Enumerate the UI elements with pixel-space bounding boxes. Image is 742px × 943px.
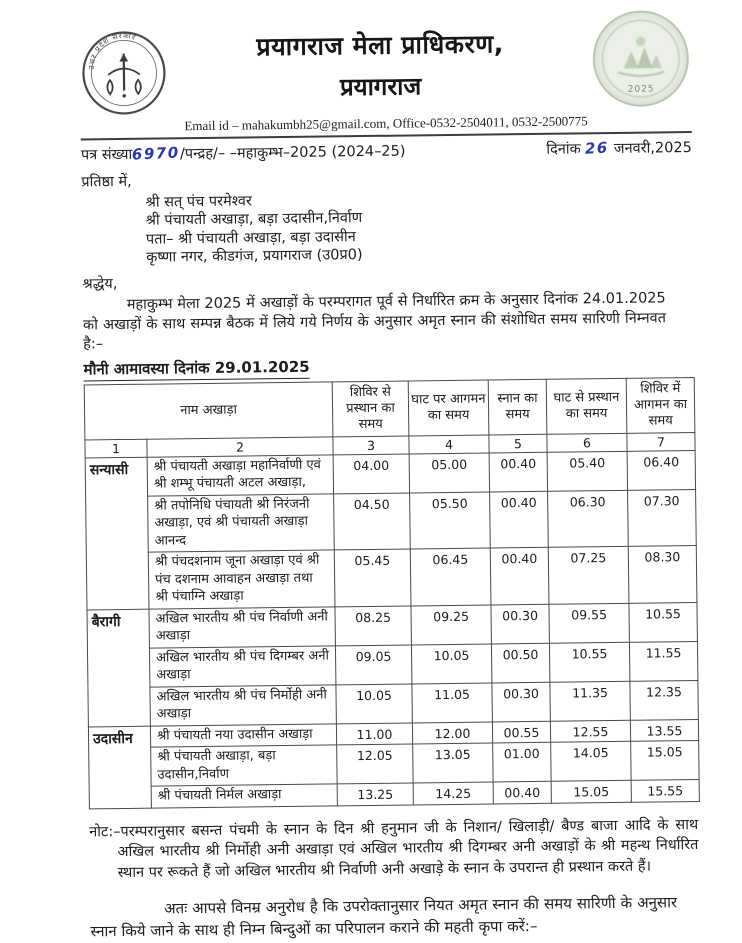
time-value: 15.05 [631, 740, 699, 780]
time-value: 13.25 [337, 783, 413, 805]
time-value: 00.40 [490, 491, 549, 548]
time-value: 00.40 [493, 781, 551, 803]
time-value: 09.55 [549, 603, 629, 643]
time-value: 12.00 [412, 721, 492, 743]
time-value: 05.40 [547, 451, 627, 491]
recipient-block [81, 166, 693, 293]
akhara-name: अखिल भारतीय श्री पंच दिगम्बर अनी अखाड़ा [149, 645, 335, 686]
group-label: सन्यासी [85, 457, 149, 610]
date-handwritten: 26 [585, 139, 610, 158]
time-value: 00.40 [489, 452, 547, 492]
date-rest: जनवरी,2025 [614, 140, 692, 157]
time-value: 11.55 [629, 641, 697, 681]
column-number: 2 [147, 436, 333, 456]
contact-line: Email id – mahakumbh25@gmail.com, Office-0532-2504011, 0532-2500775 [80, 112, 691, 140]
recipient-heading: प्रतिष्ठा में, [81, 166, 692, 192]
column-number: 4 [409, 435, 489, 454]
time-value: 06.30 [548, 490, 629, 547]
akhara-name: श्री तपोनिधि पंचायती श्री निरंजनी अखाड़ा, एवं श्री पंचायती अखाड़ा आनन्द [148, 493, 335, 552]
org-name-line1: प्रयागराज मेला प्राधिकरण, [167, 25, 592, 64]
letter-number-label: पत्र संख्या [81, 147, 133, 164]
column-header-arrive-ghat: घाट पर आगमन का समय [408, 380, 489, 436]
time-value: 07.25 [548, 546, 629, 603]
time-value: 15.05 [551, 780, 631, 802]
table-row [86, 545, 697, 609]
time-value: 12.05 [337, 744, 413, 784]
column-header-arrive-camp: शिविर में आगमन का समय [626, 377, 695, 433]
time-value: 14.05 [551, 741, 631, 781]
column-number: 1 [85, 439, 147, 458]
column-header-depart-camp: शिविर से प्रस्थान का समय [332, 381, 409, 437]
akhara-name: श्री पंचायती निर्मल अखाड़ा [151, 784, 337, 808]
snan-schedule-table [84, 377, 700, 809]
akhara-name: श्री पंचायती नया उदासीन अखाड़ा [150, 723, 336, 747]
time-value: 09.25 [411, 605, 491, 645]
column-header-depart-ghat: घाट से प्रस्थान का समय [546, 378, 627, 434]
time-value: 08.25 [335, 605, 411, 645]
time-value: 05.50 [410, 492, 491, 549]
column-number: 6 [547, 433, 627, 452]
time-value: 05.45 [334, 549, 411, 606]
time-value: 07.30 [628, 489, 697, 546]
akhara-name: अखिल भारतीय श्री पंच निर्वाणी अनी अखाड़ा [149, 606, 335, 647]
time-value: 06.45 [410, 548, 491, 605]
time-value: 00.30 [491, 604, 549, 644]
time-value: 01.00 [493, 742, 551, 782]
column-header-snan-time: स्नान का समय [488, 379, 547, 435]
recipient-line: पता– श्री पंचायती अखाड़ा, बड़ा उदासीन [146, 224, 693, 249]
akhara-name: अखिल भारतीय श्री पंच निर्मोही अनी अखाड़ा [150, 684, 336, 725]
time-value: 00.50 [491, 643, 549, 683]
org-title-block [167, 9, 593, 105]
time-value: 08.30 [628, 545, 697, 602]
akhara-name: श्री पंचदशनाम जूना अखाड़ा एवं श्री पंच दशनाम आवाहन अखाड़ा तथा श्री पंचाग्नि अखाड़ा [148, 550, 335, 609]
closing-paragraph: अतः आपसे विनम्र अनुरोध है कि उपरोक्तानुसार नियत अमृत स्नान की समय सारिणी के अनुसार स्नान किये जाने के साथ ही निम्न बिन्दुओं का परिपालन कराने की महती कृपा करें:– [90, 891, 701, 942]
group-label: उदासीन [88, 726, 151, 809]
schedule-table-body [85, 450, 699, 808]
time-value: 12.55 [550, 720, 630, 742]
time-value: 00.40 [490, 547, 549, 604]
table-header-row [84, 377, 695, 439]
column-header-name: नाम अखाड़ा [84, 381, 333, 439]
time-value: 10.05 [411, 644, 491, 684]
time-value: 00.55 [492, 721, 550, 743]
time-value: 11.05 [412, 683, 492, 723]
time-value: 04.00 [333, 453, 409, 493]
svg-text:उत्तर प्रदेश सरकार: उत्तर प्रदेश सरकार [86, 31, 137, 70]
letter-number-rest: /पन्द्रह/– –महाकुम्भ–2025 (2024–25) [180, 144, 406, 163]
time-value: 15.55 [631, 779, 699, 801]
letterhead [79, 8, 691, 119]
time-value: 10.55 [549, 642, 629, 682]
column-number: 5 [489, 434, 547, 453]
time-value: 14.25 [413, 782, 493, 804]
time-value: 10.55 [629, 602, 697, 642]
recipient-line: श्री सत् पंच परमेश्वर [145, 187, 692, 212]
org-name-line2: प्रयागराज [168, 67, 593, 105]
recipient-line: श्री पंचायती अखाड़ा, बड़ा उदासीन,निर्वाण [146, 205, 693, 230]
column-number: 3 [333, 435, 409, 454]
time-value: 12.35 [630, 680, 698, 720]
time-value: 05.00 [409, 453, 489, 493]
time-value: 09.05 [335, 644, 411, 684]
time-value: 13.55 [630, 719, 698, 741]
column-number: 7 [627, 432, 695, 451]
up-government-emblem-icon [79, 26, 168, 119]
seal-year-label: 2025 [595, 84, 687, 95]
letter-number-handwritten: 6970 [132, 143, 181, 163]
time-value: 06.40 [627, 450, 695, 490]
table-row [86, 489, 697, 553]
time-value: 13.05 [413, 743, 493, 783]
time-value: 11.00 [336, 722, 412, 744]
date-label: दिनांक [546, 141, 581, 157]
recipient-line: कृष्णा नगर, कीडगंज, प्रयागराज (उ0प्र0) [146, 242, 693, 267]
note-paragraph: नोट:–परम्परानुसार बसन्त पंचमी के स्नान के दिन श्री हनुमान जी के निशान/ खिलाड़ी/ बैण्ड बाजा आदि के साथ अखिल भारतीय श्री निर्मोही अनी अखाड़ा एवं अखिल भारतीय श्री दिगम्बर अनी अखाड़ों के श्री महन्थ निर्धारित स्थान पर रूकते हैं जो अखिल भारतीय श्री निर्वाणी अनी अखाड़े के स्नान के उपरान्त ही प्रस्थान करते हैं। [89, 814, 701, 883]
akhara-name: श्री पंचायती अखाड़ा, बड़ा उदासीन,निर्वाण [151, 745, 337, 786]
letter-number [81, 141, 406, 165]
body-paragraph: महाकुम्भ मेला 2025 में अखाड़ों के परम्परागत पूर्व से निर्धारित क्रम के अनुसार दिनांक 24.01.2025 को अखाड़ों के साथ सम्पन्न बैठक में लिये गये निर्णय के अनुसार अमृत स्नान की संशोधित समय सारिणी निम्नवत है:– [83, 289, 695, 355]
time-value: 10.05 [336, 683, 412, 723]
time-value: 04.50 [334, 492, 411, 549]
salutation: श्रद्धेय, [82, 268, 693, 294]
group-label: बैरागी [87, 609, 150, 727]
letter-date [546, 137, 692, 159]
time-value: 11.35 [550, 681, 630, 721]
table-title: मौनी आमावस्या दिनांक 29.01.2025 [83, 356, 309, 381]
mahakumbh-seal-icon [592, 10, 691, 109]
time-value: 00.30 [492, 682, 550, 722]
akhara-name: श्री पंचायती अखाड़ा महानिर्वाणी एवं श्री शम्भू पंचायती अटल अखाड़ा, [147, 454, 333, 495]
